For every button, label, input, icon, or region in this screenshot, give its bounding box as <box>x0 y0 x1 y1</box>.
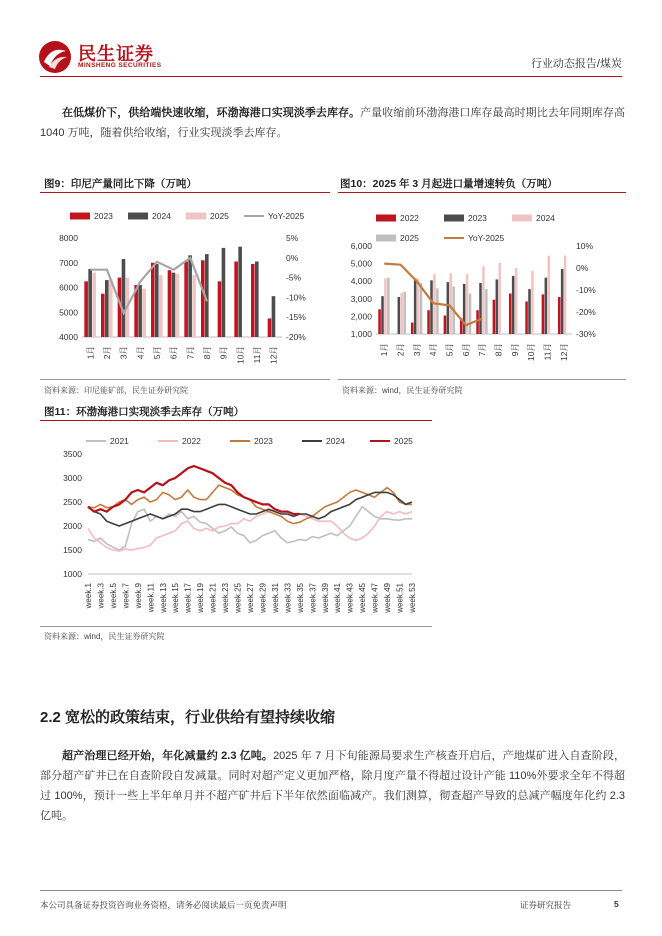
fig11-source-divider <box>40 626 432 627</box>
fig9-xtick-0: 1月 <box>85 346 96 360</box>
fig11-xtick-10: week.21 <box>208 583 218 613</box>
fig11-xtick-4: week.9 <box>133 583 143 609</box>
fig10-title-divider <box>338 192 626 193</box>
fig9-xtick-11: 12月 <box>268 346 279 364</box>
fig11-title-divider <box>40 420 432 421</box>
fig11-xtick-1: week.3 <box>96 583 106 609</box>
fig9-y2tick-5: -20% <box>286 332 306 342</box>
fig9-legend-label-2: 2025 <box>210 211 229 221</box>
fig9-bar-2025-4 <box>159 275 163 337</box>
fig9-legend-swatch-0 <box>70 213 90 220</box>
fig9-bar-2025-3 <box>142 289 146 337</box>
fig9-xtick-5: 6月 <box>168 346 179 360</box>
fig11-xtick-6: week.13 <box>158 583 168 613</box>
fig11-xtick-14: week.29 <box>258 583 268 613</box>
fig9-xtick-8: 9月 <box>218 346 229 360</box>
fig10-bar-2023-9 <box>528 289 531 334</box>
fig10-xtick-1: 2月 <box>395 343 406 357</box>
fig10-y2tick-3: -20% <box>576 307 596 317</box>
fig11-xtick-26: week.53 <box>408 583 417 613</box>
fig9-bar-2023-1 <box>101 294 105 337</box>
company-name-en: MINSHENG SECURITIES <box>78 62 162 69</box>
fig9-bar-2024-3 <box>138 285 142 337</box>
fig11-line-2025 <box>88 466 300 514</box>
fig9-bar-2025-0 <box>92 273 96 337</box>
fig9-xtick-6: 7月 <box>185 346 196 360</box>
fig9-bar-2025-1 <box>109 279 113 337</box>
fig11-xtick-8: week.17 <box>183 583 193 613</box>
fig9-ytick-4: 8000 <box>59 233 78 243</box>
fig11-ytick-4: 3000 <box>63 473 82 483</box>
fig11-xtick-17: week.35 <box>295 583 305 613</box>
fig10-bar-2024-8 <box>515 268 518 334</box>
fig10-xtick-10: 11月 <box>542 343 553 361</box>
intro-paragraph <box>40 103 625 143</box>
fig10-bar-2022-6 <box>476 310 479 334</box>
fig11-xtick-11: week.23 <box>221 583 231 613</box>
page-number: 5 <box>614 899 619 909</box>
fig10-xtick-9: 10月 <box>526 343 537 361</box>
fig11-source: 资料来源：wind，民生证券研究院 <box>44 632 165 641</box>
fig10-xtick-6: 7月 <box>477 343 488 357</box>
fig11-xtick-25: week.51 <box>395 583 405 613</box>
fig11-ytick-2: 2000 <box>63 521 82 531</box>
fig11-xtick-9: week.19 <box>196 583 206 613</box>
fig10-bar-2023-11 <box>561 269 564 334</box>
fig10-bar-2025-5 <box>469 294 472 334</box>
fig10-bar-2024-1 <box>401 293 404 334</box>
fig9-bar-2024-9 <box>238 247 242 337</box>
fig9-xtick-1: 2月 <box>102 346 112 360</box>
fig10-ytick-5: 6,000 <box>350 241 372 251</box>
fig9-ytick-2: 6000 <box>59 282 78 293</box>
fig10-bar-2022-0 <box>378 309 381 334</box>
fig10-bar-2025-2 <box>420 283 423 334</box>
fig10-legend-swatch-1 <box>444 215 464 222</box>
fig9-y2tick-4: -15% <box>286 312 306 323</box>
fig9-bar-2024-10 <box>255 262 259 337</box>
fig10-bar-2024-10 <box>548 256 551 334</box>
intro-bold: 在低煤价下，供给端快速收缩，环渤海港口实现淡季去库存。 <box>62 107 361 119</box>
fig10-xtick-11: 12月 <box>558 343 569 361</box>
fig10-bar-2023-8 <box>512 276 515 334</box>
fig9-xtick-10: 11月 <box>252 346 262 364</box>
fig10-bar-2023-2 <box>414 279 417 334</box>
fig9-source-divider <box>40 379 330 380</box>
fig9-bar-2023-5 <box>168 270 172 337</box>
fig9-xtick-2: 3月 <box>118 346 129 360</box>
fig10-y2tick-1: 0% <box>576 263 589 273</box>
fig9-xtick-9: 10月 <box>235 346 246 364</box>
section-paragraph <box>40 746 625 826</box>
fig10-bar-2023-10 <box>545 278 548 334</box>
fig10-bar-2023-3 <box>430 280 433 334</box>
fig10-ytick-1: 2,000 <box>350 311 372 322</box>
fig10-bar-2024-9 <box>531 271 534 334</box>
section-bold: 超产治理已经开始，年化减量约 2.3 亿吨。 <box>62 750 274 762</box>
fig9-xtick-3: 4月 <box>135 346 146 360</box>
fig10-bar-2024-0 <box>384 279 387 334</box>
fig9-bar-2023-9 <box>234 262 238 337</box>
section-text: 2025 年 7 月下旬能源局要求生产核查开启后，产地煤矿进入自查阶段，部分超产矿井已在自查阶段自发减量。同时对超产定义更加严格，除月度产量不得超过设计产能 110%外要求全年不得超过 100%，预计一些上半年单月并不超产矿井后下半年依然面临减产。我们测算，彻查超产导致的总减产幅度年化约 2.3 亿吨。 <box>40 750 625 822</box>
fig9-bar-2025-6 <box>192 275 196 337</box>
fig9-bar-2024-4 <box>155 264 159 337</box>
fig10-title: 图10：2025 年 3 月起进口量增速转负（万吨） <box>340 178 558 190</box>
footer-report-type: 证券研究报告 <box>520 900 572 910</box>
fig10-legend-swatch-2 <box>512 215 532 222</box>
intro-text: 产量收缩前环渤海港口库存最高时期比去年同期库存高 1040 万吨，随着供给收缩，行业实现淡季去库存。 <box>40 107 625 139</box>
fig11-legend-label-3: 2024 <box>326 436 345 446</box>
fig10-xtick-4: 5月 <box>444 343 455 357</box>
fig10-xtick-7: 8月 <box>493 343 504 357</box>
fig11-xtick-13: week.27 <box>246 583 255 613</box>
fig10-legend-swatch-0 <box>376 215 396 222</box>
fig10-legend-label-2: 2024 <box>536 213 555 223</box>
fig11-ytick-0: 1000 <box>63 569 82 579</box>
fig10-legend-label-3: 2025 <box>400 233 419 243</box>
fig9-bar-2024-0 <box>88 269 92 337</box>
fig11-legend-label-4: 2025 <box>394 436 413 446</box>
fig11-legend-label-2: 2023 <box>254 436 273 446</box>
fig9-xtick-7: 8月 <box>202 346 212 360</box>
fig9-y2tick-1: 0% <box>286 252 299 263</box>
fig10-chart <box>338 196 628 376</box>
fig9-y2tick-3: -10% <box>286 292 306 303</box>
fig10-bar-2024-4 <box>450 273 453 334</box>
fig9-bar-2024-2 <box>122 259 126 337</box>
fig9-legend-label-1: 2024 <box>152 211 171 221</box>
fig10-y2tick-4: -30% <box>576 329 596 339</box>
fig10-ytick-4: 5,000 <box>350 258 372 269</box>
fig9-bar-2024-6 <box>188 255 192 337</box>
fig10-legend-label-0: 2022 <box>400 213 419 223</box>
footer-divider <box>40 890 622 891</box>
fig9-source: 资料来源：印尼能矿部，民生证券研究院 <box>44 386 188 395</box>
fig9-ytick-0: 4000 <box>59 332 78 342</box>
fig10-ytick-3: 4,000 <box>350 276 372 287</box>
fig9-chart <box>40 196 332 376</box>
footer-disclaimer: 本公司具备证券投资咨询业务资格，请务必阅读最后一页免责声明 <box>40 900 287 910</box>
fig10-bar-2023-4 <box>447 282 450 334</box>
fig11-xtick-23: week.47 <box>370 583 380 613</box>
fig11-xtick-3: week.7 <box>121 583 131 609</box>
fig9-title: 图9：印尼产量同比下降（万吨） <box>44 178 197 190</box>
fig11-xtick-18: week.37 <box>308 583 318 613</box>
fig11-xtick-5: week.11 <box>146 583 156 613</box>
fig10-y2tick-2: -10% <box>576 285 596 295</box>
fig10-xtick-2: 3月 <box>411 343 422 357</box>
fig10-bar-2025-6 <box>485 289 488 334</box>
fig10-legend-label-1: 2023 <box>468 213 487 223</box>
fig9-y2tick-2: -5% <box>286 272 302 283</box>
fig9-ytick-3: 7000 <box>59 257 78 268</box>
fig9-bar-2023-6 <box>184 262 188 337</box>
fig9-bar-2023-10 <box>251 264 255 337</box>
fig10-y2tick-0: 10% <box>576 241 594 251</box>
fig10-ytick-0: 1,000 <box>350 329 372 339</box>
fig11-legend-label-0: 2021 <box>110 436 129 446</box>
fig10-bar-2024-2 <box>417 279 420 334</box>
fig9-title-divider <box>40 192 330 193</box>
fig9-bar-2023-0 <box>84 281 88 337</box>
fig11-xtick-15: week.31 <box>270 583 280 613</box>
fig11-ytick-1: 1500 <box>63 545 82 555</box>
fig10-xtick-3: 4月 <box>428 343 439 357</box>
fig11-xtick-16: week.33 <box>283 583 293 613</box>
fig10-bar-2022-9 <box>525 301 528 334</box>
fig10-xtick-8: 9月 <box>509 343 520 357</box>
fig10-bar-2024-11 <box>564 256 567 334</box>
fig9-legend-label-3: YoY-2025 <box>268 211 305 221</box>
fig9-bar-2024-1 <box>105 280 109 337</box>
fig11-xtick-12: week.25 <box>233 583 243 613</box>
fig9-ytick-1: 5000 <box>59 307 78 318</box>
fig9-bar-2023-11 <box>268 318 272 337</box>
fig9-bar-2024-5 <box>172 273 176 337</box>
fig10-xtick-5: 6月 <box>460 343 471 357</box>
fig10-legend-swatch-3 <box>376 235 396 242</box>
fig11-xtick-21: week.43 <box>345 583 355 613</box>
fig9-y2tick-0: 5% <box>286 233 299 243</box>
fig10-source: 资料来源：wind，民生证券研究院 <box>342 386 463 395</box>
fig10-bar-2022-2 <box>411 323 414 334</box>
fig10-ytick-2: 3,000 <box>350 293 372 304</box>
document-type: 行业动态报告/煤炭 <box>530 58 622 70</box>
fig11-xtick-22: week.45 <box>358 583 368 613</box>
fig11-legend-label-1: 2022 <box>182 436 201 446</box>
fig10-bar-2024-6 <box>482 266 485 334</box>
fig10-bar-2023-0 <box>381 296 384 334</box>
fig10-bar-2023-5 <box>463 284 466 334</box>
fig10-bar-2025-3 <box>436 288 439 334</box>
section-title: 2.2 宽松的政策结束，行业供给有望持续收缩 <box>40 709 336 726</box>
fig10-xtick-0: 1月 <box>379 343 390 357</box>
fig10-bar-2022-7 <box>493 300 496 334</box>
fig10-bar-2022-11 <box>558 297 561 334</box>
fig11-xtick-20: week.41 <box>333 583 343 613</box>
fig11-xtick-2: week.5 <box>108 583 118 609</box>
fig11-chart <box>40 424 434 624</box>
fig10-bar-2025-1 <box>403 292 406 334</box>
header-divider <box>40 76 622 77</box>
fig10-bar-2022-10 <box>542 294 545 334</box>
fig11-xtick-19: week.39 <box>320 583 330 613</box>
fig11-xtick-0: week.1 <box>84 583 93 609</box>
fig11-ytick-3: 2500 <box>63 497 82 507</box>
fig11-title: 图11：环渤海港口实现淡季去库存（万吨） <box>44 406 245 418</box>
fig9-bar-2024-8 <box>222 248 226 337</box>
fig9-bar-2023-7 <box>201 260 205 337</box>
fig10-bar-2023-6 <box>479 283 482 334</box>
fig9-legend-label-0: 2023 <box>94 211 113 221</box>
company-logo-icon <box>38 40 72 74</box>
fig10-bar-2023-7 <box>496 279 499 334</box>
fig10-source-divider <box>338 379 626 380</box>
fig10-legend-label-4: YoY-2025 <box>468 233 505 243</box>
fig9-bar-2025-5 <box>176 274 180 337</box>
fig9-xtick-4: 5月 <box>152 346 162 360</box>
fig9-bar-2023-8 <box>218 281 222 337</box>
fig10-bar-2022-3 <box>427 310 430 334</box>
fig9-bar-2023-4 <box>151 263 155 337</box>
fig10-bar-2022-4 <box>444 316 447 334</box>
fig9-legend-swatch-2 <box>186 213 206 220</box>
fig10-bar-2024-7 <box>499 263 502 334</box>
company-name-cn: 民生证券 <box>78 44 154 64</box>
fig10-bar-2022-8 <box>509 294 512 334</box>
fig10-bar-2023-1 <box>398 297 401 334</box>
fig11-xtick-7: week.15 <box>171 583 181 613</box>
fig11-ytick-5: 3500 <box>63 449 82 459</box>
fig11-xtick-24: week.49 <box>383 583 393 613</box>
fig10-bar-2025-0 <box>387 278 390 334</box>
fig9-bar-2024-11 <box>272 296 276 337</box>
fig9-legend-swatch-1 <box>128 213 148 220</box>
